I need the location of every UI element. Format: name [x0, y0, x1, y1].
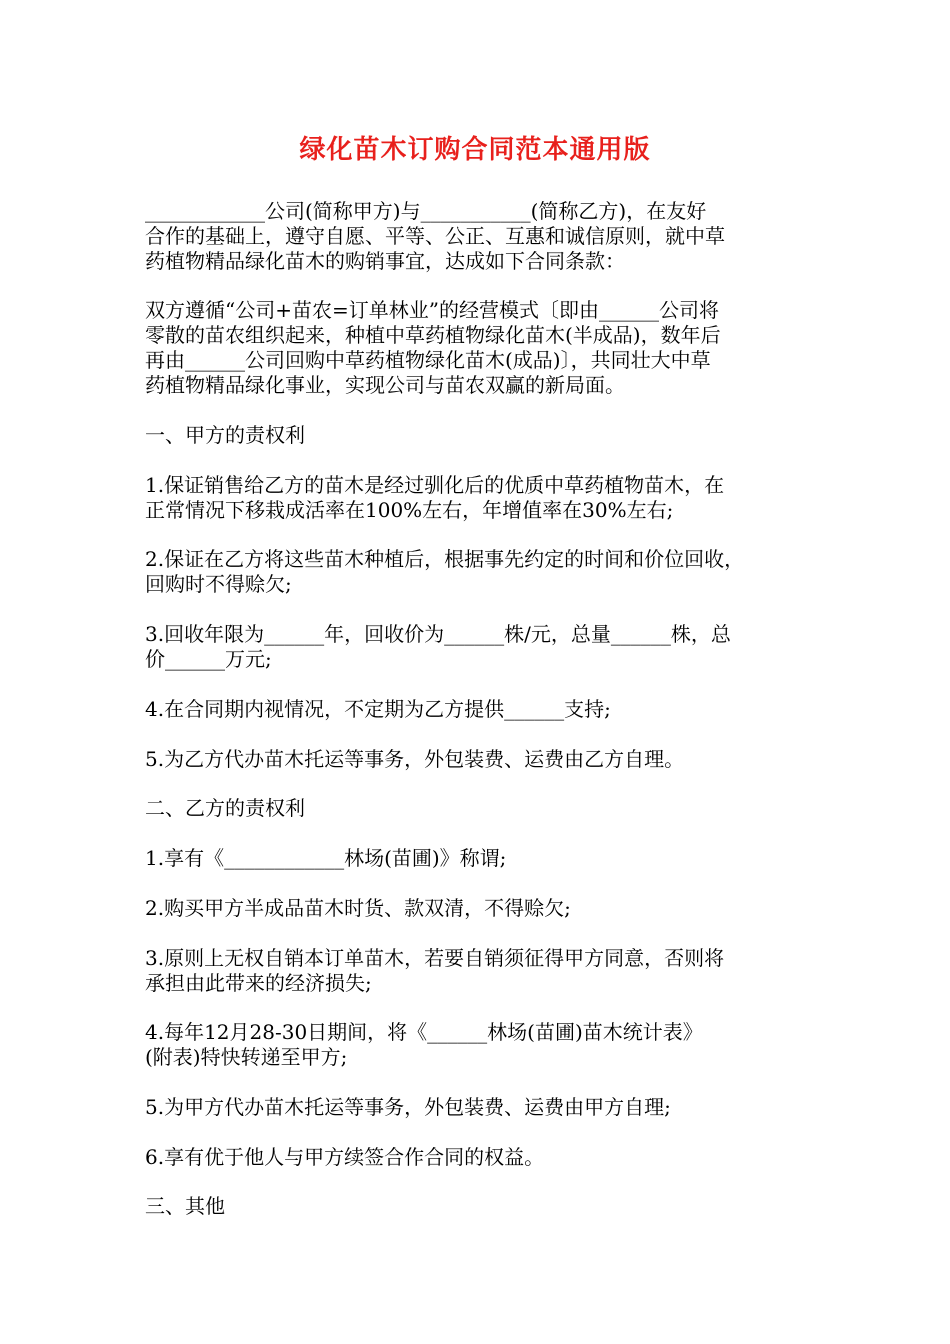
clause-b-6 [145, 1145, 815, 1170]
text-line: 一、甲方的责权利 [145, 423, 305, 447]
text-line: 2.购买甲方半成品苗木时货、款双清，不得赊欠; [145, 896, 571, 920]
text-line: 3.回收年限为______年，回收价为______株/元，总量______株，总 [145, 622, 731, 646]
text-line: (附表)特快转递至甲方; [145, 1045, 348, 1069]
text-line: ____________公司(简称甲方)与___________(简称乙方)，在友好 [145, 199, 707, 223]
text-line: 1.享有《____________林场(苗圃)》称谓; [145, 846, 507, 870]
text-line: 双方遵循“公司+苗农=订单林业”的经营模式〔即由______公司将 [145, 298, 719, 322]
section-heading-other [145, 1194, 815, 1219]
text-line: 二、乙方的责权利 [145, 796, 305, 820]
document-title: 绿化苗木订购合同范本通用版 [299, 135, 651, 165]
clause-b-1 [145, 846, 815, 871]
text-line: 价______万元; [145, 647, 272, 671]
clause-a-4 [145, 697, 815, 722]
text-line: 4.在合同期内视情况，不定期为乙方提供______支持; [145, 697, 611, 721]
text-line: 5.为乙方代办苗木托运等事务，外包装费、运费由乙方自理。 [145, 747, 685, 771]
text-line: 回购时不得赊欠; [145, 572, 292, 596]
clause-b-5 [145, 1095, 815, 1120]
text-line: 零散的苗农组织起来，种植中草药植物绿化苗木(半成品)，数年后 [145, 323, 721, 347]
text-line: 药植物精品绿化事业，实现公司与苗农双赢的新局面。 [145, 373, 625, 397]
text-line: 3.原则上无权自销本订单苗木，若要自销须征得甲方同意，否则将 [145, 946, 725, 970]
text-line: 正常情况下移栽成活率在100%左右，年增值率在30%左右; [145, 498, 674, 522]
text-line: 药植物精品绿化苗木的购销事宜，达成如下合同条款： [145, 249, 625, 273]
clause-b-3 [145, 946, 815, 996]
clause-a-2 [145, 547, 815, 597]
section-heading-party-b [145, 796, 815, 821]
clause-a-3 [145, 622, 815, 672]
text-line: 5.为甲方代办苗木托运等事务，外包装费、运费由甲方自理; [145, 1095, 671, 1119]
text-line: 1.保证销售给乙方的苗木是经过驯化后的优质中草药植物苗木，在 [145, 473, 725, 497]
section-heading-party-a [145, 423, 815, 448]
clause-a-5 [145, 747, 815, 772]
text-line: 2.保证在乙方将这些苗木种植后，根据事先约定的时间和价位回收， [145, 547, 745, 571]
text-line: 合作的基础上，遵守自愿、平等、公正、互惠和诚信原则，就中草 [145, 224, 725, 248]
clause-b-2 [145, 896, 815, 921]
intro-paragraph [145, 199, 815, 274]
business-model-paragraph [145, 298, 815, 398]
text-line: 4.每年12月28-30日期间，将《______林场(苗圃)苗木统计表》 [145, 1020, 703, 1044]
text-line: 三、其他 [145, 1194, 225, 1218]
text-line: 6.享有优于他人与甲方续签合作合同的权益。 [145, 1145, 545, 1169]
clause-b-4 [145, 1020, 815, 1070]
clause-a-1 [145, 473, 815, 523]
text-line: 再由______公司回购中草药植物绿化苗木(成品)〕，共同壮大中草 [145, 348, 711, 372]
text-line: 承担由此带来的经济损失; [145, 971, 372, 995]
